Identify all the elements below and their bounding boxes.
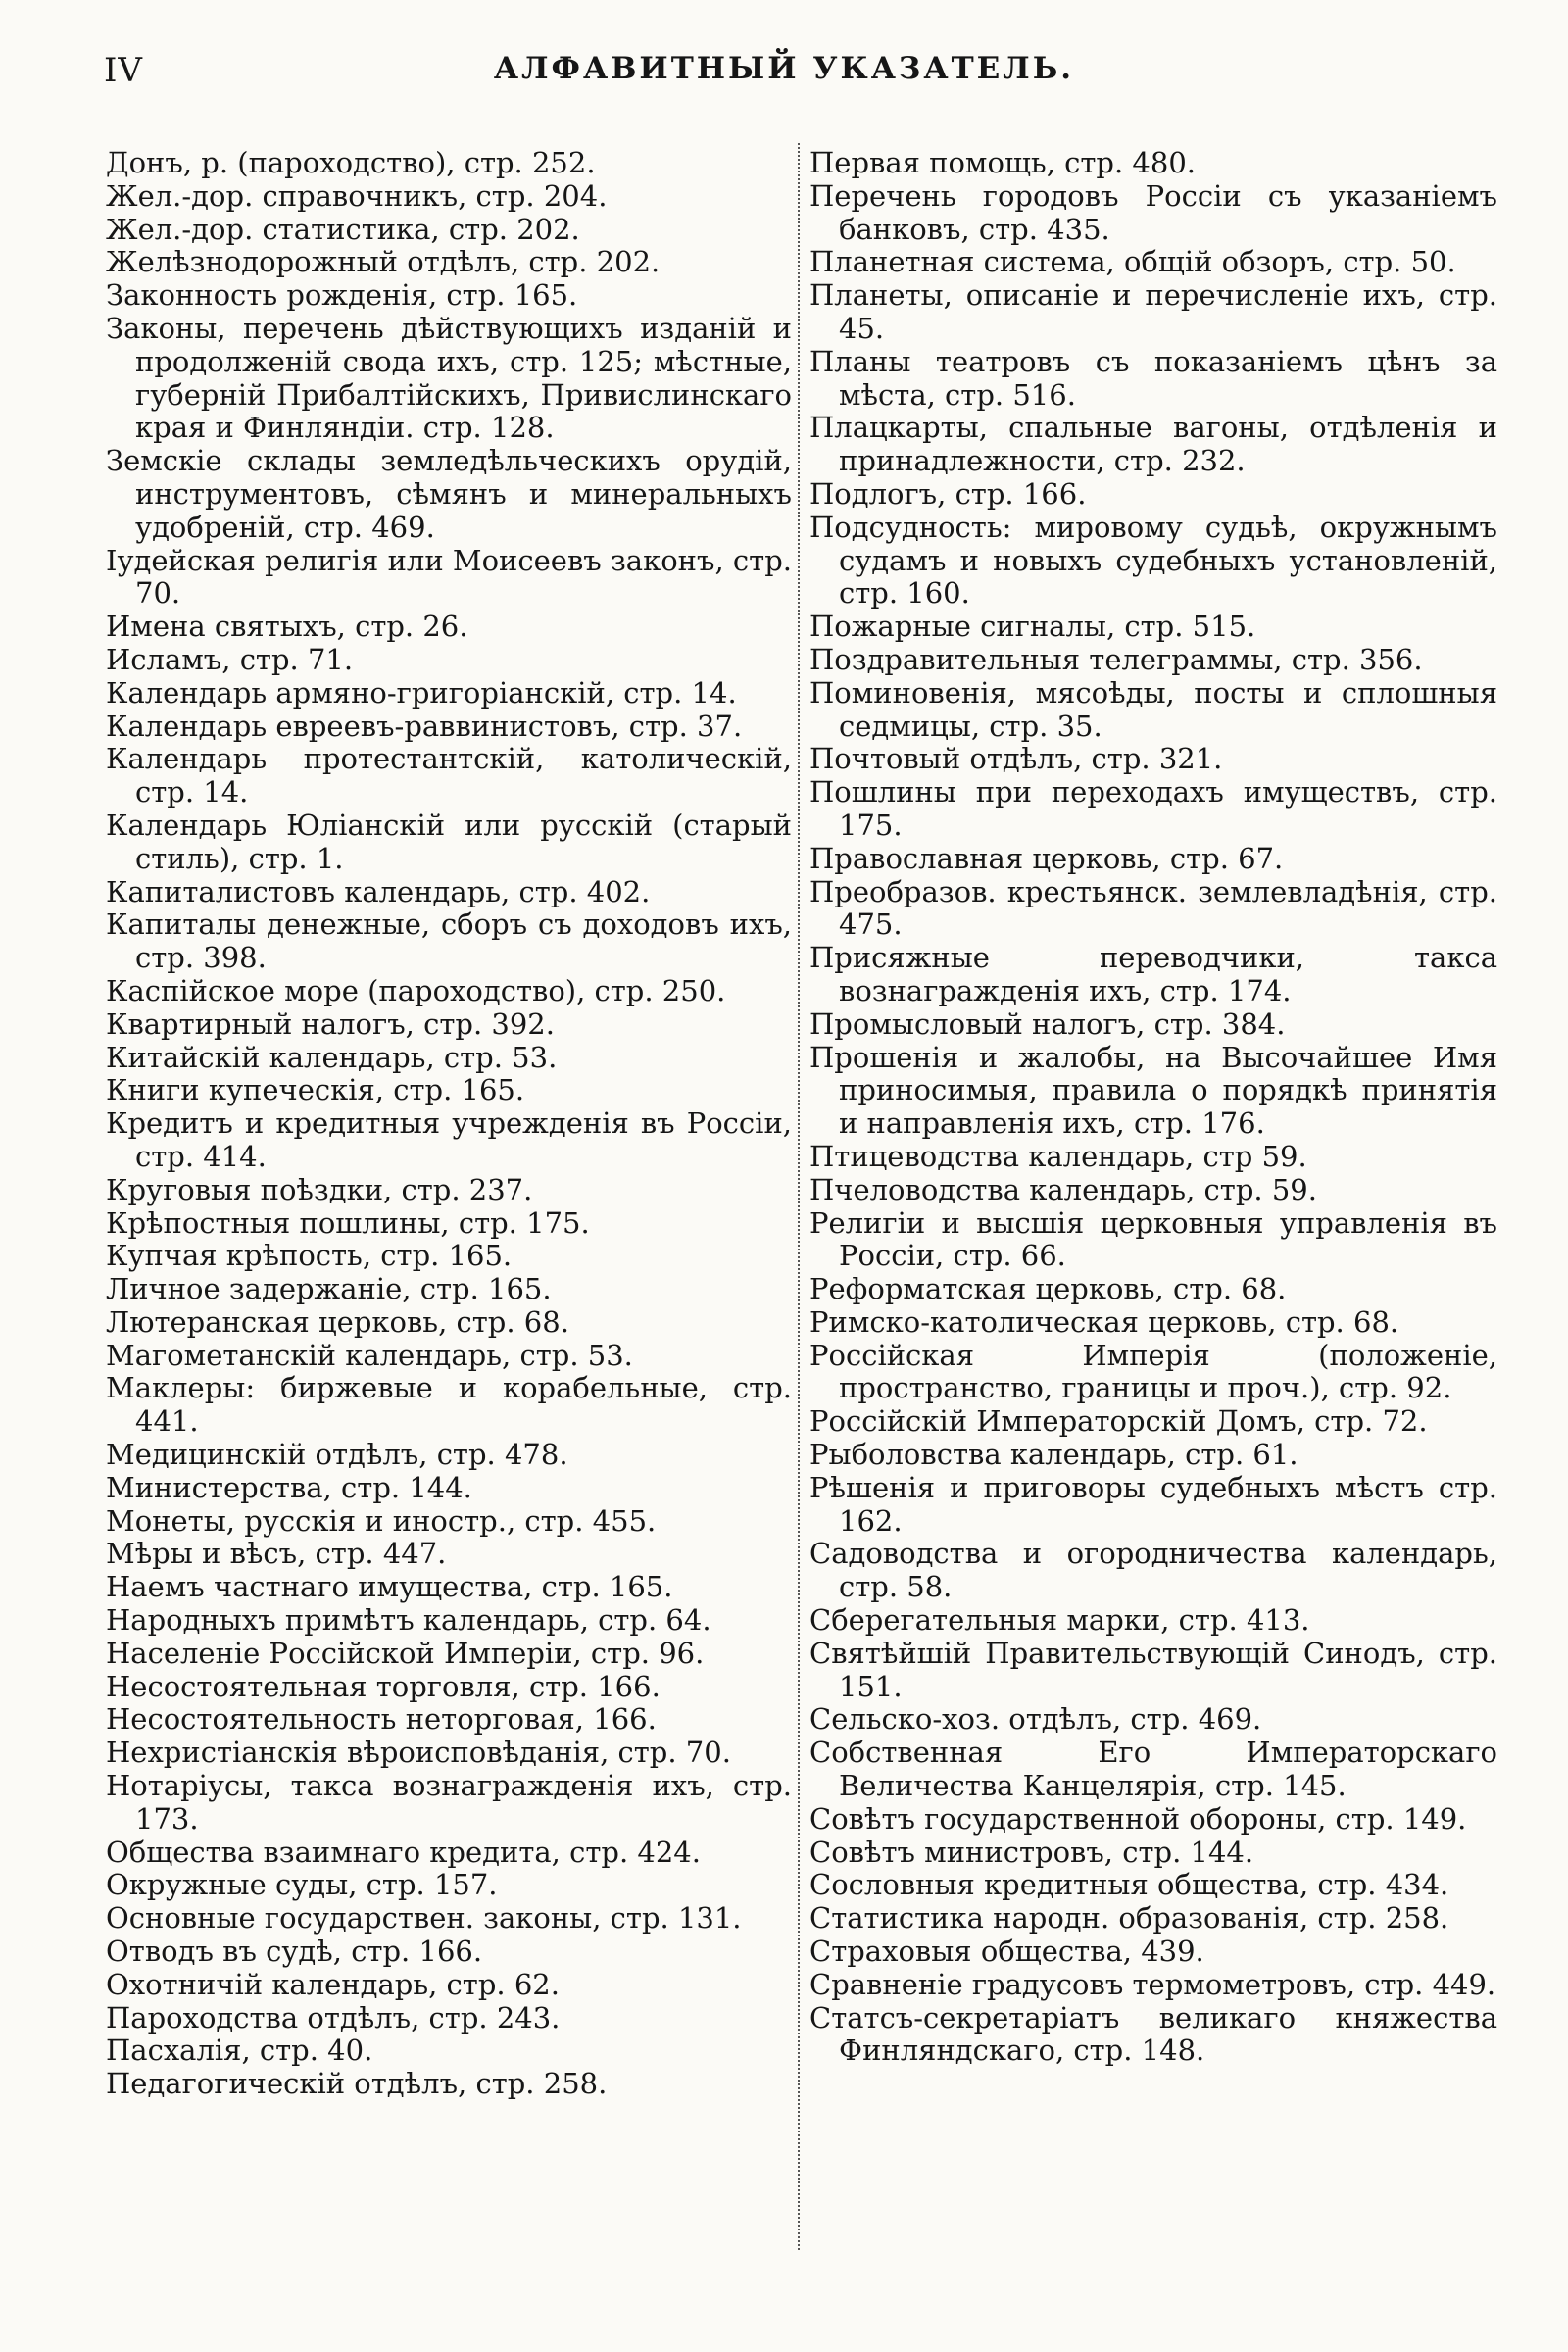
index-entry: Несостоятельность неторговая, 166. bbox=[106, 1702, 657, 1737]
index-column-right bbox=[809, 147, 1497, 2068]
index-entry: Первая помощь, стр. 480. bbox=[809, 146, 1196, 179]
index-entry: Религіи и высшія церковныя управленія въ Россіи, стр. 66. bbox=[809, 1205, 1497, 1273]
index-entry: Земскіе склады земледѣльческихъ орудій, инструментовъ, сѣмянъ и минеральныхъ удобреній, стр. 469. bbox=[106, 444, 792, 544]
index-entry: Народныхъ примѣтъ календарь, стр. 64. bbox=[106, 1603, 711, 1638]
index-entry: Реформатская церковь, стр. 68. bbox=[809, 1272, 1287, 1306]
index-entry: Совѣтъ министровъ, стр. 144. bbox=[809, 1835, 1254, 1869]
index-entry: Законы, перечень дѣйствующихъ изданій и продолженій свода ихъ, стр. 125; мѣстные, губерній Прибалтійскихъ, Привислинскаго края и Финляндіи. стр. 128. bbox=[106, 311, 792, 445]
index-entry: Законность рожденія, стр. 165. bbox=[106, 278, 578, 313]
index-entry: Присяжные переводчики, такса вознагражденія ихъ, стр. 174. bbox=[809, 941, 1497, 1007]
index-entry: Кредитъ и кредитныя учрежденія въ Россіи, стр. 414. bbox=[106, 1106, 792, 1173]
page-title: АЛФАВИТНЫЙ УКАЗАТЕЛЬ. bbox=[493, 51, 1075, 86]
index-entry: Мѣры и вѣсъ, стр. 447. bbox=[106, 1537, 447, 1571]
index-entry: Исламъ, стр. 71. bbox=[106, 642, 354, 676]
index-entry: Россійскій Императорскій Домъ, стр. 72. bbox=[809, 1404, 1428, 1439]
index-entry: Статистика народн. образованія, стр. 258. bbox=[809, 1901, 1449, 1936]
index-entry: Имена святыхъ, стр. 26. bbox=[106, 610, 468, 644]
index-entry: Православная церковь, стр. 67. bbox=[809, 841, 1284, 875]
column-divider bbox=[798, 143, 801, 2250]
index-entry: Пчеловодства календарь, стр. 59. bbox=[809, 1172, 1317, 1206]
index-entry: Министерства, стр. 144. bbox=[106, 1470, 472, 1504]
index-entry: Прошенія и жалобы, на Высочайшее Имя приносимыя, правила о порядкѣ принятія и направленія ихъ, стр. 176. bbox=[809, 1040, 1497, 1141]
index-entry: Жел.-дор. статистика, стр. 202. bbox=[106, 212, 580, 246]
index-column-left bbox=[106, 147, 792, 2101]
index-entry: Рѣшенія и приговоры судебныхъ мѣстъ стр. 162. bbox=[809, 1470, 1497, 1538]
index-entry: Промысловый налогъ, стр. 384. bbox=[809, 1006, 1286, 1041]
index-entry: Населеніе Россійской Имперіи, стр. 96. bbox=[106, 1636, 705, 1670]
index-entry: Календарь Юліанскій или русскій (старый стиль), стр. 1. bbox=[106, 808, 792, 875]
index-entry: Наемъ частнаго имущества, стр. 165. bbox=[106, 1570, 673, 1604]
index-entry: Педагогическій отдѣлъ, стр. 258. bbox=[106, 2067, 608, 2101]
index-entry: Охотничій календарь, стр. 62. bbox=[106, 1967, 560, 2001]
index-entry: Плацкарты, спальные вагоны, отдѣленія и принадлежности, стр. 232. bbox=[809, 411, 1497, 478]
index-entry: Книги купеческія, стр. 165. bbox=[106, 1073, 525, 1107]
index-entry: Несостоятельная торговля, стр. 166. bbox=[106, 1669, 661, 1703]
index-entry: Совѣтъ государственной обороны, стр. 149. bbox=[809, 1801, 1467, 1836]
index-entry: Магометанскій календарь, стр. 53. bbox=[106, 1338, 633, 1372]
index-entry: Медицинскій отдѣлъ, стр. 478. bbox=[106, 1438, 568, 1472]
index-entry: Круговыя поѣздки, стр. 237. bbox=[106, 1172, 533, 1206]
index-entry: Россійская Имперія (положеніе, пространство, границы и проч.), стр. 92. bbox=[809, 1338, 1497, 1405]
index-entry: Рыболовства календарь, стр. 61. bbox=[809, 1438, 1298, 1472]
index-entry: Крѣпостныя пошлины, стр. 175. bbox=[106, 1205, 590, 1240]
index-entry: Сельско-хоз. отдѣлъ, стр. 469. bbox=[809, 1702, 1262, 1737]
index-entry: Календарь евреевъ-раввинистовъ, стр. 37. bbox=[106, 709, 743, 743]
index-entry: Планеты, описаніе и перечисленіе ихъ, стр. 45. bbox=[809, 278, 1497, 345]
index-entry: Поздравительныя телеграммы, стр. 356. bbox=[809, 642, 1423, 676]
index-entry: Сравненіе градусовъ термометровъ, стр. 449. bbox=[809, 1967, 1496, 2001]
index-entry: Нотаріусы, такса вознагражденія ихъ, стр. 173. bbox=[106, 1769, 792, 1836]
index-entry: Преобразов. крестьянск. землевладѣнія, стр. 475. bbox=[809, 874, 1497, 942]
index-entry: Каспійское море (пароходство), стр. 250. bbox=[106, 973, 726, 1007]
index-entry: Пароходства отдѣлъ, стр. 243. bbox=[106, 2000, 561, 2034]
index-entry: Общества взаимнаго кредита, стр. 424. bbox=[106, 1835, 701, 1869]
index-entry: Китайскій календарь, стр. 53. bbox=[106, 1040, 558, 1074]
page-number: IV bbox=[104, 51, 143, 90]
index-entry: Отводъ въ судѣ, стр. 166. bbox=[106, 1935, 483, 1969]
index-entry: Планы театровъ съ показаніемъ цѣнъ за мѣста, стр. 516. bbox=[809, 344, 1497, 412]
index-entry: Пасхалія, стр. 40. bbox=[106, 2034, 373, 2068]
index-entry: Іудейская религія или Моисеевъ законъ, стр. 70. bbox=[106, 543, 792, 611]
index-entry: Статсъ-секретаріатъ великаго княжества Финляндскаго, стр. 148. bbox=[809, 2000, 1497, 2068]
index-entry: Перечень городовъ Россіи съ указаніемъ банковъ, стр. 435. bbox=[809, 178, 1497, 246]
index-entry: Святѣйшій Правительствующій Синодъ, стр. 151. bbox=[809, 1636, 1497, 1703]
index-entry: Капиталы денежные, сборъ съ доходовъ ихъ, стр. 398. bbox=[106, 907, 792, 975]
index-entry: Подлогъ, стр. 166. bbox=[809, 476, 1087, 511]
index-entry: Капиталистовъ календарь, стр. 402. bbox=[106, 874, 651, 908]
index-entry: Квартирный налогъ, стр. 392. bbox=[106, 1006, 555, 1041]
index-entry: Маклеры: биржевые и корабельные, стр. 441. bbox=[106, 1371, 792, 1439]
index-entry: Поминовенія, мясоѣды, посты и сплошныя седмицы, стр. 35. bbox=[809, 675, 1497, 743]
index-entry: Окружные суды, стр. 157. bbox=[106, 1868, 498, 1902]
index-entry: Донъ, р. (пароходство), стр. 252. bbox=[106, 146, 596, 179]
index-entry: Основные государствен. законы, стр. 131. bbox=[106, 1901, 742, 1936]
index-entry: Календарь армяно-григоріанскій, стр. 14. bbox=[106, 675, 737, 710]
index-entry: Купчая крѣпость, стр. 165. bbox=[106, 1239, 513, 1273]
index-entry: Собственная Его Императорскаго Величества Канцелярія, стр. 145. bbox=[809, 1736, 1497, 1803]
index-entry: Нехристіанскія вѣроисповѣданія, стр. 70. bbox=[106, 1736, 731, 1770]
index-entry: Римско-католическая церковь, стр. 68. bbox=[809, 1304, 1399, 1339]
index-entry: Лютеранская церковь, стр. 68. bbox=[106, 1304, 569, 1339]
index-entry: Жел.-дор. справочникъ, стр. 204. bbox=[106, 178, 608, 213]
index-entry: Планетная система, общій обзоръ, стр. 50. bbox=[809, 245, 1456, 279]
index-entry: Сословныя кредитныя общества, стр. 434. bbox=[809, 1868, 1449, 1902]
index-entry: Сберегательныя марки, стр. 413. bbox=[809, 1603, 1310, 1638]
index-entry: Почтовый отдѣлъ, стр. 321. bbox=[809, 742, 1223, 776]
index-entry: Личное задержаніе, стр. 165. bbox=[106, 1272, 552, 1306]
index-entry: Страховыя общества, 439. bbox=[809, 1935, 1204, 1969]
index-entry: Пошлины при переходахъ имуществъ, стр. 175. bbox=[809, 775, 1497, 842]
index-entry: Садоводства и огородничества календарь, стр. 58. bbox=[809, 1537, 1497, 1604]
index-entry: Пожарные сигналы, стр. 515. bbox=[809, 610, 1256, 644]
index-entry: Календарь протестантскій, католическій, стр. 14. bbox=[106, 742, 792, 809]
index-entry: Подсудность: мировому судьѣ, окружнымъ судамъ и новыхъ судебныхъ установленій, стр. 160. bbox=[809, 510, 1497, 611]
index-entry: Птицеводства календарь, стр 59. bbox=[809, 1139, 1307, 1173]
index-entry: Монеты, русскія и иностр., стр. 455. bbox=[106, 1503, 657, 1538]
index-entry: Желѣзнодорожный отдѣлъ, стр. 202. bbox=[106, 245, 661, 279]
